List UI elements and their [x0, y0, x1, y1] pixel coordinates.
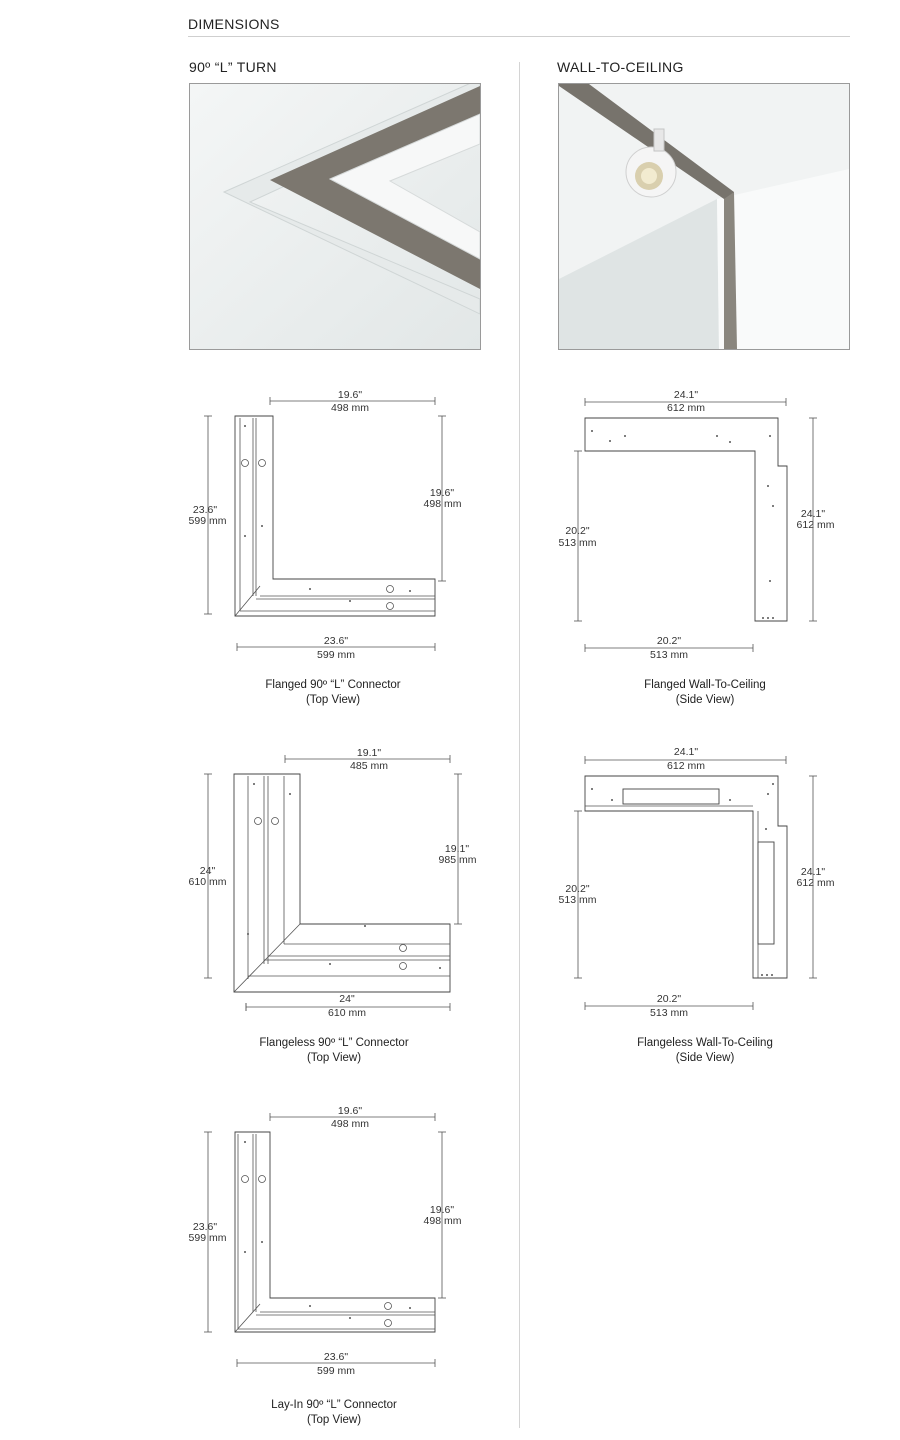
- flangeless-l-caption-title: Flangeless 90º “L” Connector: [259, 1037, 409, 1049]
- flangeless-wall-bottom-inch: 20.2": [656, 993, 682, 1005]
- flangeless-wall-top-mm: 612 mm: [667, 760, 705, 772]
- flangeless-l-caption-view: (Top View): [306, 1052, 362, 1064]
- flanged-wall-left-inch: 20.2": [565, 525, 590, 537]
- layin-l-top-inch: 19.6": [337, 1105, 363, 1117]
- layin-l-caption-view: (Top View): [306, 1414, 362, 1426]
- flanged-wall-caption-title: Flanged Wall-To-Ceiling: [644, 679, 766, 691]
- flanged-l-right-inch: 19.6": [429, 487, 455, 499]
- flanged-l-drawing: [200, 396, 450, 656]
- layin-l-caption: [224, 1398, 444, 1428]
- flanged-wall-bottom-mm: 513 mm: [650, 649, 688, 661]
- flangeless-wall-left-mm: 513 mm: [558, 894, 597, 906]
- flanged-wall-bottom-inch: 20.2": [656, 635, 682, 647]
- flanged-l-right-mm: 498 mm: [423, 498, 462, 510]
- flanged-wall-top-inch: 24.1": [673, 389, 699, 401]
- flangeless-wall-bottom-mm: 513 mm: [650, 1007, 688, 1019]
- flanged-l-caption-view: (Top View): [305, 694, 361, 706]
- flangeless-l-left-inch: 24": [199, 865, 216, 877]
- layin-l-caption-title: Lay-In 90º “L” Connector: [271, 1399, 397, 1411]
- flangeless-l-drawing: [200, 754, 460, 1019]
- layin-l-top-mm: 498 mm: [331, 1118, 369, 1130]
- layin-l-bottom-inch: 23.6": [323, 1351, 349, 1363]
- header-divider: [188, 36, 850, 37]
- layin-l-left-inch: 23.6": [192, 1221, 218, 1233]
- wall-to-ceiling-photo: [558, 83, 850, 350]
- flangeless-l-left-mm: 610 mm: [188, 876, 227, 888]
- flangeless-wall-caption-view: (Side View): [675, 1052, 735, 1064]
- flangeless-l-caption: [224, 1036, 444, 1066]
- flangeless-wall-caption-title: Flangeless Wall-To-Ceiling: [637, 1037, 773, 1049]
- l-turn-render: [190, 84, 480, 349]
- layin-l-drawing: [200, 1112, 450, 1372]
- l-turn-photo: [189, 83, 481, 350]
- layin-l-right-inch: 19.6": [429, 1204, 455, 1216]
- flanged-wall-right-inch: 24.1": [800, 508, 826, 520]
- flangeless-wall-top-inch: 24.1": [673, 746, 699, 758]
- flangeless-l-bottom-mm: 610 mm: [328, 1007, 366, 1019]
- flanged-l-top-mm: 498 mm: [331, 402, 369, 414]
- page-title: DIMENSIONS: [188, 16, 280, 32]
- section-title-l-turn: 90º “L” TURN: [189, 59, 277, 75]
- layin-l-right-mm: 498 mm: [423, 1215, 462, 1227]
- flangeless-l-bottom-inch: 24": [339, 993, 355, 1005]
- flanged-l-left-inch: 23.6": [192, 504, 218, 516]
- flangeless-wall-right-inch: 24.1": [800, 866, 826, 878]
- flangeless-l-right-inch: 19.1": [444, 843, 470, 855]
- flangeless-l-top-mm: 485 mm: [350, 760, 388, 772]
- flanged-wall-drawing: [570, 396, 820, 656]
- column-divider: [519, 62, 520, 1428]
- flangeless-l-top-inch: 19.1": [356, 747, 382, 759]
- flanged-wall-left-mm: 513 mm: [558, 537, 597, 549]
- flanged-wall-caption-view: (Side View): [675, 694, 735, 706]
- flanged-wall-caption: [595, 678, 815, 708]
- section-title-wall-to-ceiling: WALL-TO-CEILING: [557, 59, 684, 75]
- flanged-wall-top-mm: 612 mm: [667, 402, 705, 414]
- flanged-wall-right-mm: 612 mm: [796, 519, 835, 531]
- flanged-l-caption: [223, 678, 443, 708]
- layin-l-bottom-mm: 599 mm: [317, 1365, 355, 1377]
- flangeless-wall-left-inch: 20.2": [565, 883, 590, 895]
- layin-l-left-mm: 599 mm: [188, 1232, 227, 1244]
- flanged-l-left-mm: 599 mm: [188, 515, 227, 527]
- wall-to-ceiling-render: [559, 84, 849, 349]
- flanged-l-caption-title: Flanged 90º “L” Connector: [265, 679, 401, 691]
- flanged-l-bottom-inch: 23.6": [323, 635, 349, 647]
- flangeless-wall-caption: [595, 1036, 815, 1066]
- flanged-l-bottom-mm: 599 mm: [317, 649, 355, 661]
- flangeless-l-right-mm: 985 mm: [438, 854, 477, 866]
- flangeless-wall-right-mm: 612 mm: [796, 877, 835, 889]
- flangeless-wall-drawing: [570, 754, 820, 1019]
- flanged-l-top-inch: 19.6": [337, 389, 363, 401]
